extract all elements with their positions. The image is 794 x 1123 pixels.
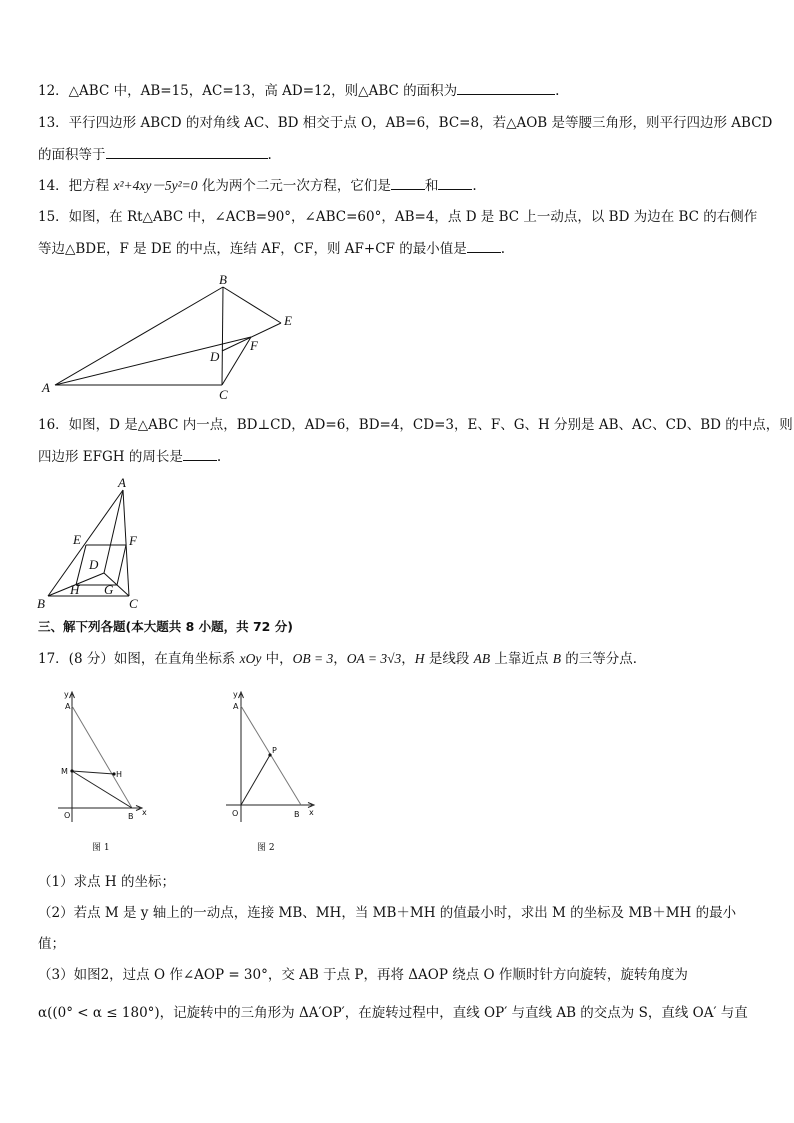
figure-1-caption: 图 1 — [92, 843, 110, 853]
question-16-line1: 16．如图，D 是△ABC 内一点，BD⊥CD，AD=6，BD=4，CD=3，E、F、G、H 分别是 AB、AC、CD、BD 的中点，则 — [38, 417, 793, 433]
label-E: E — [284, 313, 292, 328]
question-15-line1: 15．如图，在 Rt△ABC 中，∠ACB=90°，∠ABC=60°，AB=4，点 D 是 BC 上一动点，以 BD 为边在 BC 的右侧作 — [38, 209, 758, 225]
label-P: P — [272, 746, 277, 755]
question-17-part3-line2: α((0° < α ≤ 180°)，记旋转中的三角形为 ΔA′OP′，在旋转过程中，直线 OP′ 与直线 AB 的交点为 S，直线 OA′ 与直 — [38, 1005, 748, 1021]
figure-2-caption: 图 2 — [257, 843, 275, 853]
question-17-part2-line2: 值； — [38, 936, 65, 952]
label-H: H — [116, 770, 123, 779]
label-A: A — [233, 702, 239, 711]
question-13-line2: 的面积等于 . — [38, 147, 272, 163]
question-12: 12．△ABC 中，AB=15，AC=13，高 AD=12，则△ABC 的面积为 . — [38, 83, 560, 99]
label-O: O — [64, 811, 71, 820]
question-14: 14．把方程 x²+4xy－5y²=0 化为两个二元一次方程，它们是 和 . — [38, 178, 477, 194]
question-13-line1: 13．平行四边形 ABCD 的对角线 AC、BD 相交于点 O，AB=6，BC=8，若△AOB 是等腰三角形，则平行四边形 ABCD — [38, 115, 773, 131]
label-O: O — [232, 809, 239, 818]
label-C: C — [129, 596, 138, 611]
label-F: F — [129, 533, 137, 548]
label-M: M — [61, 767, 68, 776]
q12-text: 12．△ABC 中，AB=15，AC=13，高 AD=12，则△ABC 的面积为 — [38, 83, 458, 99]
question-16-line2: 四边形 EFGH 的周长是 . — [38, 449, 222, 465]
label-A: A — [42, 380, 50, 395]
label-C: C — [219, 387, 228, 402]
label-A: A — [118, 475, 126, 490]
question-17-intro: 17．(8 分）如图，在直角坐标系 xOy 中，OB = 3，OA = 3√3，H 是线段 AB 上靠近点 B 的三等分点． — [38, 651, 647, 667]
label-F: F — [250, 338, 258, 353]
label-D: D — [210, 349, 220, 364]
label-G: G — [104, 582, 114, 597]
axis-label-x: x — [142, 808, 147, 817]
label-A: A — [65, 702, 71, 711]
label-B: B — [219, 272, 227, 287]
axis-label-y: y — [64, 690, 69, 699]
section-header: 三、解下列各题(本大题共 8 小题，共 72 分) — [38, 619, 293, 634]
question-17-part2-line1: （2）若点 M 是 y 轴上的一动点，连接 MB、MH，当 MB＋MH 的值最小时，求出 M 的坐标及 MB＋MH 的最小 — [38, 905, 737, 921]
axis-label-x: x — [309, 808, 314, 817]
axis-label-y: y — [233, 690, 238, 699]
equation: x²+4xy－5y²=0 — [113, 178, 198, 193]
label-B: B — [128, 812, 134, 821]
label-B: B — [37, 596, 45, 611]
label-D: D — [89, 557, 99, 572]
label-H: H — [70, 582, 80, 597]
question-17-part1: （1）求点 H 的坐标； — [38, 874, 175, 890]
segment-OP — [241, 755, 270, 805]
label-B: B — [294, 810, 300, 819]
label-E: E — [73, 532, 81, 547]
question-17-part3-line1: （3）如图2，过点 O 作∠AOP = 30°，交 AB 于点 P，再将 ΔAOP 绕点 O 作顺时针方向旋转，旋转角度为 — [38, 967, 688, 983]
question-15-line2: 等边△BDE，F 是 DE 的中点，连结 AF，CF，则 AF+CF 的最小值是 . — [38, 241, 506, 257]
